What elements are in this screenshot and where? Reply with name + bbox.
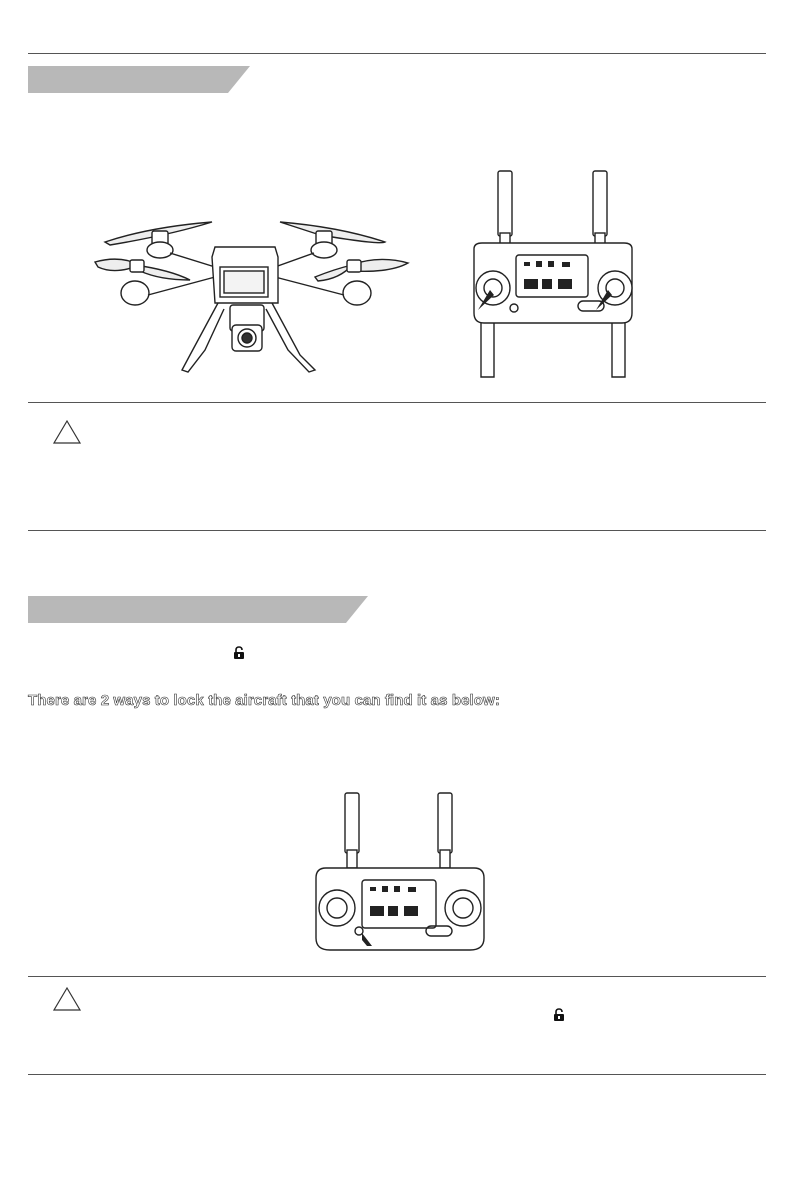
warning-box-1-top-rule — [28, 402, 766, 403]
warning-triangle-icon — [52, 986, 82, 1012]
warning-box-1-bottom-rule — [28, 530, 766, 531]
remote-controller-illustration-1 — [466, 165, 641, 383]
section-tab-2 — [28, 596, 346, 623]
warning-triangle-icon — [52, 419, 82, 445]
unlock-padlock-icon — [552, 1008, 566, 1022]
top-rule — [28, 53, 766, 54]
lock-ways-text: There are 2 ways to lock the aircraft that you can find it as below: — [28, 692, 500, 709]
section-tab-1 — [28, 66, 228, 93]
warning-box-2-top-rule — [28, 976, 766, 977]
drone-illustration — [90, 205, 420, 380]
unlock-padlock-icon — [232, 646, 246, 660]
warning-box-2-bottom-rule — [28, 1074, 766, 1075]
remote-controller-illustration-2 — [310, 788, 490, 958]
